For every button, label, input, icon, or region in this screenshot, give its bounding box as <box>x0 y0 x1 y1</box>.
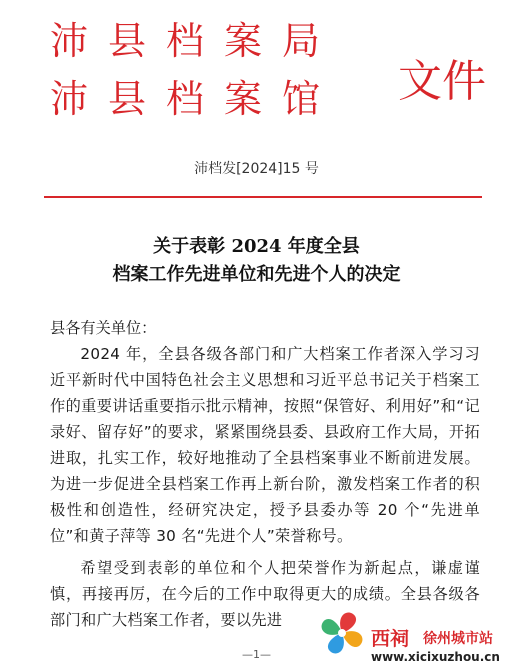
document-type-label: 文件 <box>398 56 486 107</box>
issuer-name-archive: 沛县档案馆 <box>50 77 341 121</box>
document-header <box>0 0 513 150</box>
document-number: 沛档发[2024]15 号 <box>194 161 319 177</box>
pinwheel-logo-icon <box>315 606 369 660</box>
body-paragraph-2: 希望受到表彰的单位和个人把荣誉作为新起点，谦虚谨慎，再接再厉，在今后的工作中取得更大的成绩。全县各级各部门和广大档案工作者，要以先进 <box>50 559 480 629</box>
document-body <box>50 315 480 633</box>
watermark-url: www.xicixuzhou.cn <box>371 650 500 664</box>
body-paragraph-1: 2024 年，全县各级各部门和广大档案工作者深入学习习近平新时代中国特色社会主义思想和习近平总书记关于档案工作的重要讲话重要指示批示精神，按照“保管好、利用好”和“记录好、留存好”的要求，紧紧围绕县委、县政府工作大局，开拓进取，扎实工作，较好地推动了全县档案事业不断前进发展。为进一步促进全县档案工作再上新台阶，激发档案工作者的积极性和创造性，经研究决定，授予县委办等 20 个“先进单位”和黄子萍等 30 名“先进个人”荣誉称号。 <box>50 345 480 545</box>
site-watermark <box>313 604 513 670</box>
red-divider-line <box>44 196 482 198</box>
issuer-name-bureau: 沛县档案局 <box>50 19 341 63</box>
watermark-site-name: 西祠 <box>371 628 410 650</box>
document-title-line-1: 关于表彰 2024 年度全县 <box>153 236 360 257</box>
document-title-line-2: 档案工作先进单位和先进个人的决定 <box>112 264 401 285</box>
watermark-city-label: 徐州城市站 <box>423 631 493 647</box>
salutation: 县各有关单位： <box>50 319 157 337</box>
page-number: —1— <box>242 648 271 661</box>
